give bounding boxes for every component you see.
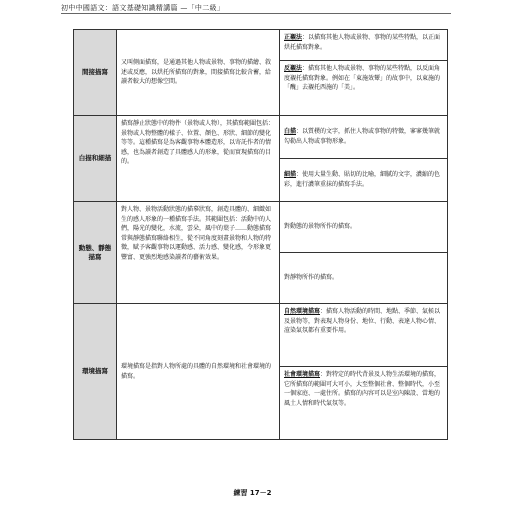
page-footer: 練習 17－2 (233, 489, 272, 497)
subitem-text: ：描寫人物活動的時間、地點、季節、氣候以及景物等，對表現人物身份、地位、行動、表達人物心情、渲染氣氛都有重要作用。 (284, 308, 441, 335)
subitem-text: 對動態的景物所作的描寫。 (284, 223, 357, 231)
subitem-text: ：以質樸的文字，抓住人物或事物的特徵，寥寥幾筆就勾勒出人物或事物形象。 (284, 128, 441, 145)
header-rule (61, 13, 451, 14)
row-label: 間接描寫 (74, 30, 117, 116)
row-subitem (280, 159, 448, 202)
subitem-title: 社會環境描寫 (284, 371, 321, 378)
description-methods-table (73, 29, 448, 440)
subitem-title: 反襯法 (284, 65, 303, 72)
page-header: 初中中國語文：語文基礎知識精講篇 —「中二級」 (61, 4, 225, 12)
row-label: 環境描寫 (74, 304, 117, 440)
subitem-text: ：以描寫其他人物或景物、事物的某些特點，以正面烘托描寫對象。 (284, 34, 441, 51)
row-description: 描寫靜止狀態中的物件（景物或人物），其描寫範圍包括：景物或人物整體的樣子、位置、顏色、形狀、細節的變化等等。這種描寫是為客觀事物本體造形，以寄託作者的情感，也為讀者創造了具體感人的形象，從而實現描寫的目的。 (117, 116, 280, 202)
subitem-text: ：描寫其他人物或景物、事物的某些特點，以反面角度襯托描寫對象。例如在「東施效顰」的故事中，以東施的「醜」去襯托西施的「美」。 (284, 65, 441, 92)
row-description: 環境描寫是指對人物所處的具體的自然環境和社會環境的描寫。 (117, 304, 280, 440)
subitem-title: 正襯法 (284, 34, 303, 41)
row-subitem (280, 116, 448, 159)
row-subitem (280, 30, 448, 61)
subitem-text: ：對特定的時代背景及人物生活環境的描寫，它所描寫的範圍可大可小，大至整個社會、整個時代，小至一個家庭、一處住所。描寫的內容可以是室內陳設、當地的風土人情和時代氣氛等。 (284, 371, 441, 407)
row-description: 又叫側面描寫，是通過其他人物或景物、事物的描繪、敘述或反應，以烘托所描寫的對象，間接描寫比較含蓄，給讀者較大的想像空間。 (117, 30, 280, 116)
row-subitem (280, 202, 448, 253)
table-row (74, 30, 448, 61)
table-row (74, 202, 448, 253)
subitem-text: 對靜物所作的描寫。 (284, 274, 339, 282)
subitem-text: ：使用大量生動、貼切的比喻，細膩的文字，濃縮的色彩，進行濃筆重抹的描寫手法。 (284, 171, 441, 188)
row-subitem (280, 367, 448, 440)
table-row (74, 304, 448, 367)
row-subitem (280, 253, 448, 304)
subitem-title: 細描 (284, 171, 297, 179)
row-label: 動態、靜態 描寫 (74, 202, 117, 304)
subitem-title: 自然環境描寫 (284, 308, 321, 315)
row-subitem (280, 304, 448, 367)
row-description: 對人物、景物活動狀態的描摹狀寫，創造具體的、細緻如生的感人形象的一種描寫手法。其範圍包括：活動中的人們，陽光的變化，水流，雲朵，風中的葉子……動態描寫常與靜態描寫聯絡相生，從不同角度刻畫景物和人物的特徵，賦予客觀事物以運動感、活力感、變化感，令形象更豐富、更強烈地感染讀者的藝術效果。 (117, 202, 280, 304)
subitem-title: 白描 (284, 128, 297, 136)
row-subitem (280, 61, 448, 116)
table-row (74, 116, 448, 159)
row-label: 白描和細描 (74, 116, 117, 202)
